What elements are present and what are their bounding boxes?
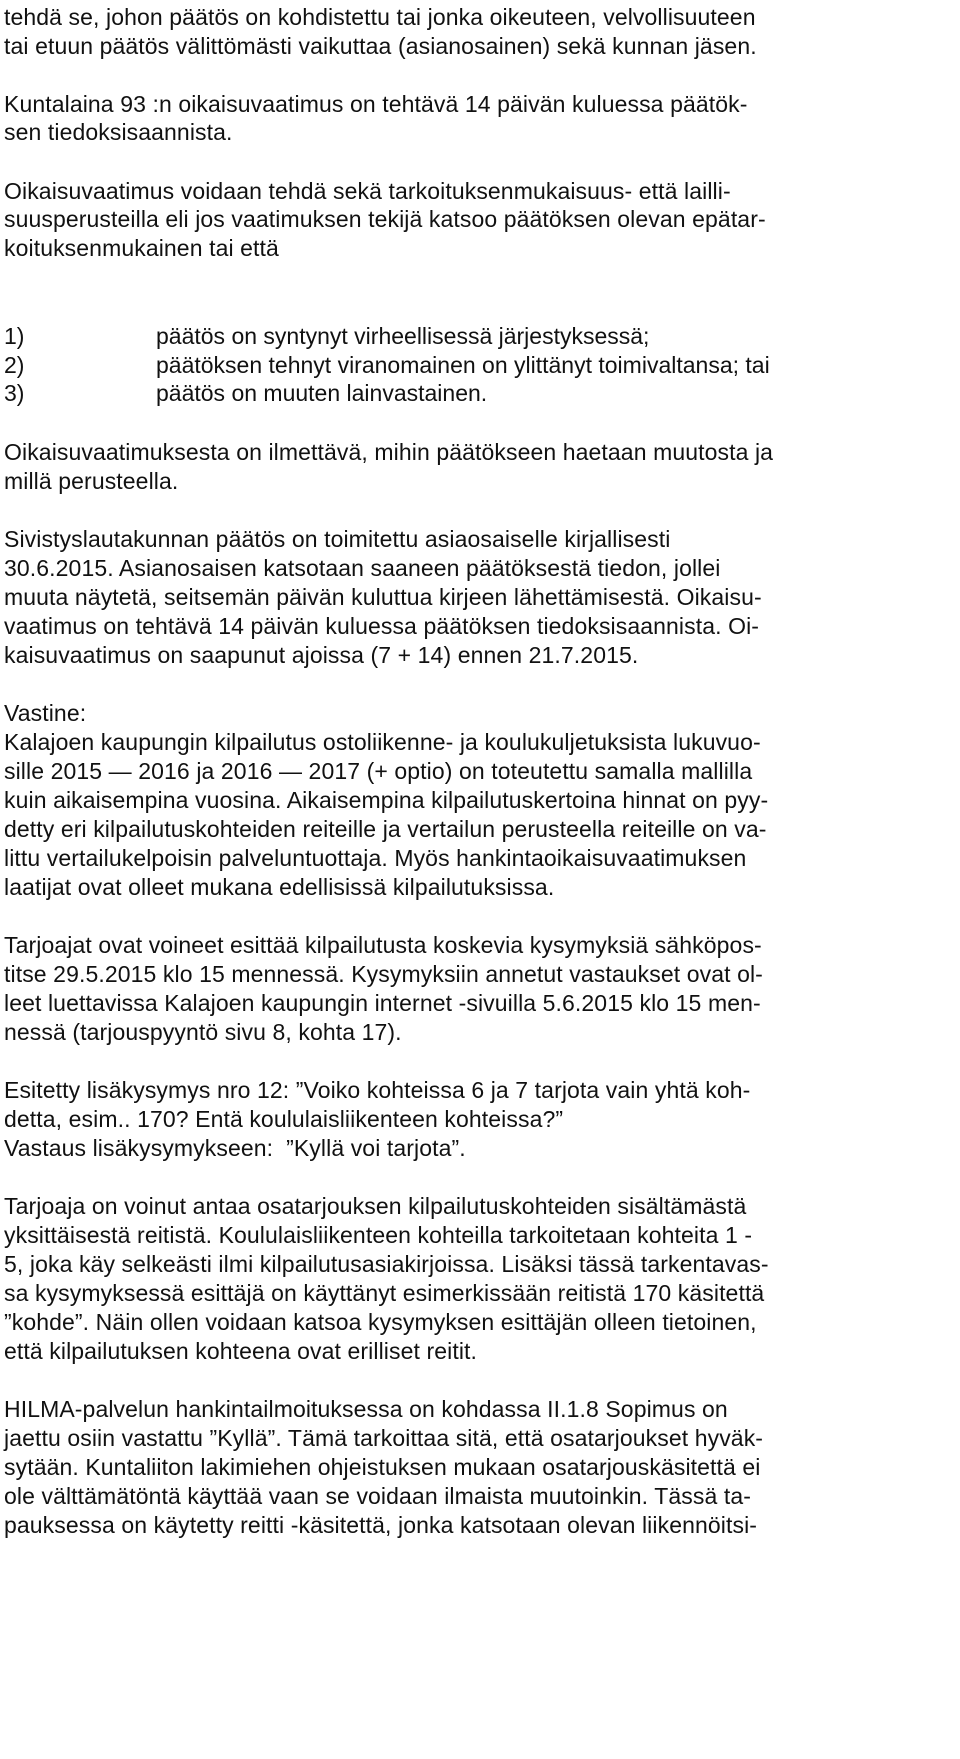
text-line: Sivistyslautakunnan päätös on toimitettu asiaosaiselle kirjallisesti xyxy=(4,526,671,552)
text-line: Vastaus lisäkysymykseen: ”Kyllä voi tarjota”. xyxy=(4,1135,466,1161)
text-line: 30.6.2015. Asianosaisen katsotaan saaneen päätöksestä tiedon, jollei xyxy=(4,555,721,581)
text-line: Tarjoajat ovat voineet esittää kilpailutusta koskevia kysymyksiä sähköpos- xyxy=(4,932,762,958)
text-line: ole välttämätöntä käyttää vaan se voidaan ilmaista muutoinkin. Tässä ta- xyxy=(4,1483,752,1509)
list-item-text: päätös on syntynyt virheellisessä järjestyksessä; xyxy=(156,323,650,349)
text-line: kuin aikaisempina vuosina. Aikaisempina kilpailutuskertoina hinnat on pyy- xyxy=(4,787,769,813)
list-item-number: 1) xyxy=(4,323,25,349)
text-line: pauksessa on käytetty reitti -käsitettä, jonka katsotaan olevan liikennöitsi- xyxy=(4,1512,758,1538)
text-line: Oikaisuvaatimus voidaan tehdä sekä tarkoituksenmukaisuus- että lailli- xyxy=(4,178,731,204)
text-line: 5, joka käy selkeästi ilmi kilpailutusasiakirjoissa. Lisäksi tässä tarkentavas- xyxy=(4,1251,769,1277)
text-line: littu vertailukelpoisin palveluntuottaja. Myös hankintaoikaisuvaatimuksen xyxy=(4,845,747,871)
text-line: sa kysymyksessä esittäjä on käyttänyt esimerkissään reitistä 170 käsitettä xyxy=(4,1280,765,1306)
text-line: millä perusteella. xyxy=(4,468,179,494)
text-line: sen tiedoksisaannista. xyxy=(4,119,233,145)
text-line: Oikaisuvaatimuksesta on ilmettävä, mihin päätökseen haetaan muutosta ja xyxy=(4,439,774,465)
text-line: suusperusteilla eli jos vaatimuksen tekijä katsoo päätöksen olevan epätar- xyxy=(4,206,766,232)
text-line: ”kohde”. Näin ollen voidaan katsoa kysymyksen esittäjän olleen tietoinen, xyxy=(4,1309,757,1335)
text-line: nessä (tarjouspyyntö sivu 8, kohta 17). xyxy=(4,1019,402,1045)
text-line: sytään. Kuntaliiton lakimiehen ohjeistuksen mukaan osatarjouskäsitettä ei xyxy=(4,1454,761,1480)
text-line: koituksenmukainen tai että xyxy=(4,235,279,261)
list-item-text: päätöksen tehnyt viranomainen on ylittänyt toimivaltansa; tai xyxy=(156,352,770,378)
text-line: sille 2015 — 2016 ja 2016 — 2017 (+ optio) on toteutettu samalla mallilla xyxy=(4,758,753,784)
list-item-number: 3) xyxy=(4,380,25,406)
text-line: kaisuvaatimus on saapunut ajoissa (7 + 14) ennen 21.7.2015. xyxy=(4,642,639,668)
text-line: detty eri kilpailutuskohteiden reiteille ja vertailun perusteella reiteille on va- xyxy=(4,816,767,842)
text-line: yksittäisestä reitistä. Koululaisliikenteen kohteilla tarkoitetaan kohteita 1 - xyxy=(4,1222,753,1248)
text-line: Esitetty lisäkysymys nro 12: ”Voiko kohteissa 6 ja 7 tarjota vain yhtä koh- xyxy=(4,1077,751,1103)
text-line: vaatimus on tehtävä 14 päivän kuluessa päätöksen tiedoksisaannista. Oi- xyxy=(4,613,760,639)
text-line: tehdä se, johon päätös on kohdistettu tai jonka oikeuteen, velvollisuuteen xyxy=(4,4,756,30)
text-line: titse 29.5.2015 klo 15 mennessä. Kysymyksiin annetut vastaukset ovat ol- xyxy=(4,961,763,987)
list-item-text: päätös on muuten lainvastainen. xyxy=(156,380,488,406)
text-line: Kalajoen kaupungin kilpailutus ostoliikenne- ja koulukuljetuksista lukuvuo- xyxy=(4,729,761,755)
text-line: detta, esim.. 170? Entä koululaisliikenteen kohteissa?” xyxy=(4,1106,564,1132)
list-item-number: 2) xyxy=(4,352,25,378)
text-line: muuta näytetä, seitsemän päivän kuluttua kirjeen lähettämisestä. Oikaisu- xyxy=(4,584,762,610)
section-label: Vastine: xyxy=(4,700,87,726)
text-line: laatijat ovat olleet mukana edellisissä kilpailutuksissa. xyxy=(4,874,555,900)
text-line: leet luettavissa Kalajoen kaupungin internet -sivuilla 5.6.2015 klo 15 men- xyxy=(4,990,761,1016)
text-line: että kilpailutuksen kohteena ovat erilliset reitit. xyxy=(4,1338,478,1364)
text-line: Tarjoaja on voinut antaa osatarjouksen kilpailutuskohteiden sisältämästä xyxy=(4,1193,747,1219)
text-line: Kuntalaina 93 :n oikaisuvaatimus on tehtävä 14 päivän kuluessa päätök- xyxy=(4,91,748,117)
text-line: HILMA-palvelun hankintailmoituksessa on kohdassa II.1.8 Sopimus on xyxy=(4,1396,728,1422)
text-line: jaettu osiin vastattu ”Kyllä”. Tämä tarkoittaa sitä, että osatarjoukset hyväk- xyxy=(4,1425,764,1451)
text-line: tai etuun päätös välittömästi vaikuttaa (asianosainen) sekä kunnan jäsen. xyxy=(4,33,757,59)
